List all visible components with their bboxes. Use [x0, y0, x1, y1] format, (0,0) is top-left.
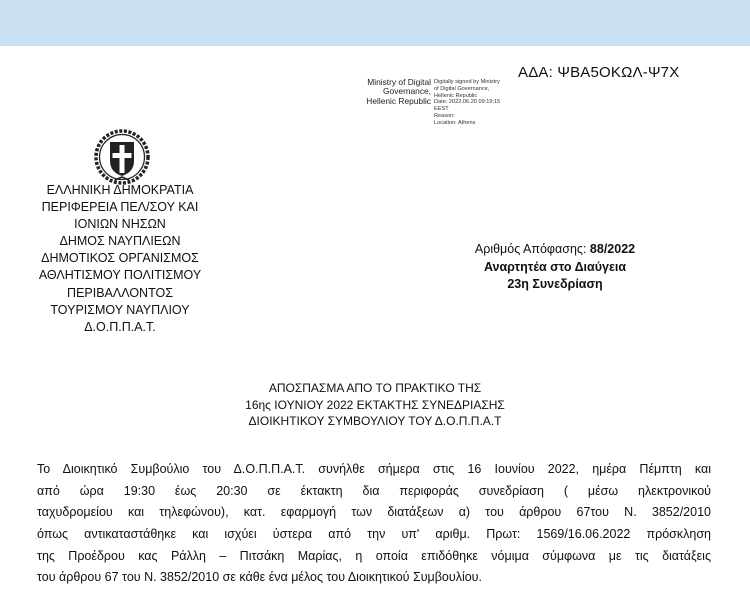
digital-signature-details — [434, 79, 524, 127]
paragraph-line: του άρθρου 67 του Ν. 3852/2010 σε κάθε ένα μέλος του Διοικητικού Συμβουλίου. — [37, 570, 482, 585]
heading-line: 16ης ΙΟΥΝΙΟΥ 2022 ΕΚΤΑΚΤΗΣ ΣΥΝΕΔΡΙΑΣΗΣ — [245, 397, 505, 412]
decision-number-label: Αριθμός Απόφασης: — [474, 242, 587, 256]
signer-line: Ministry of Digital — [367, 77, 431, 87]
extract-heading — [175, 380, 575, 430]
paragraph-line: της Προέδρου κας Ράλλη – Πιτσάκη Μαρίας, η οποία επιδόθηκε νόμιμα σύμφωνα με τις διατάξεις — [37, 548, 711, 563]
viewer-top-bar — [0, 0, 750, 46]
org-line: ΠΕΡΙΒΑΛΛΟΝΤΟΣ — [67, 285, 173, 300]
ada-code: ΑΔΑ: ΨΒΑ5ΟΚΩΛ-Ψ7Χ — [518, 64, 680, 81]
heading-line: ΑΠΟΣΠΑΣΜΑ ΑΠΟ ΤΟ ΠΡΑΚΤΙΚΟ ΤΗΣ — [268, 381, 482, 395]
signature-detail-line: Location: Athens — [434, 119, 476, 126]
org-line: ΔΗΜΟΣ ΝΑΥΠΛΙΕΩΝ — [59, 234, 181, 249]
paragraph-line: από ώρα 19:30 έως 20:30 σε έκτακτη δια περιφοράς συνεδρίαση ( μέσω ηλεκτρονικού — [37, 483, 711, 498]
issuing-organization — [20, 182, 220, 336]
org-line: ΕΛΛΗΝΙΚΗ ΔΗΜΟΚΡΑΤΙΑ — [46, 183, 194, 197]
org-line: ΔΗΜΟΤΙΚΟΣ ΟΡΓΑΝΙΣΜΟΣ — [41, 251, 199, 266]
signer-line: Hellenic Republic — [366, 95, 431, 106]
signer-line: Governance, — [383, 86, 431, 97]
signature-detail-line: Hellenic Republic — [434, 92, 478, 99]
org-line: ΤΟΥΡΙΣΜΟΥ ΝΑΥΠΛΙΟΥ — [50, 302, 190, 317]
greek-coat-of-arms-icon — [93, 128, 151, 186]
signature-detail-line: Reason: — [434, 112, 455, 119]
paragraph-line: όπως αντικαταστάθηκε και ισχύει ύστερα από την υπ' αριθμ. Πρωτ: 1569/16.06.2022 πρόσκληση — [37, 527, 711, 542]
signature-detail-line: of Digital Governance, — [434, 85, 490, 92]
org-line: ΙΟΝΙΩΝ ΝΗΣΩΝ — [74, 217, 166, 232]
session-number: 23η Συνεδρίαση — [507, 277, 603, 292]
digital-signature-signer — [343, 78, 431, 106]
heading-line: ΔΙΟΙΚΗΤΙΚΟΥ ΣΥΜΒΟΥΛΙΟΥ ΤΟΥ Δ.Ο.Π.Π.Α.Τ — [248, 414, 502, 429]
decision-number-value: 88/2022 — [589, 242, 636, 256]
org-line: ΠΕΡΙΦΕΡΕΙΑ ΠΕΛ/ΣΟΥ ΚΑΙ — [41, 200, 199, 215]
signature-detail-line: EEST — [434, 106, 449, 113]
org-line: Δ.Ο.Π.Π.Α.Τ. — [84, 319, 156, 334]
decision-info — [440, 241, 670, 294]
org-line: ΑΘΛΗΤΙΣΜΟΥ ΠΟΛΙΤΙΣΜΟΥ — [38, 268, 202, 283]
paragraph-line: ταχυδρομείου και τηλεφώνου), κατ. εφαρμογή των διατάξεων α) του άρθρου 67του Ν. 3852/2010 — [37, 505, 711, 520]
paragraph-line: Το Διοικητικό Συμβούλιο του Δ.Ο.Π.Π.Α.Τ. συνήλθε σήμερα στις 16 Ιουνίου 2022, ημέρα Πέμπτη και — [37, 462, 711, 476]
body-paragraph — [37, 459, 711, 589]
signature-detail-line: Digitally signed by Ministry — [434, 79, 500, 85]
diavgeia-note: Αναρτητέα στο Διαύγεια — [483, 259, 627, 274]
decision-number — [440, 241, 670, 259]
signature-detail-line: Date: 2022.06.20 09:19:15 — [434, 99, 501, 106]
